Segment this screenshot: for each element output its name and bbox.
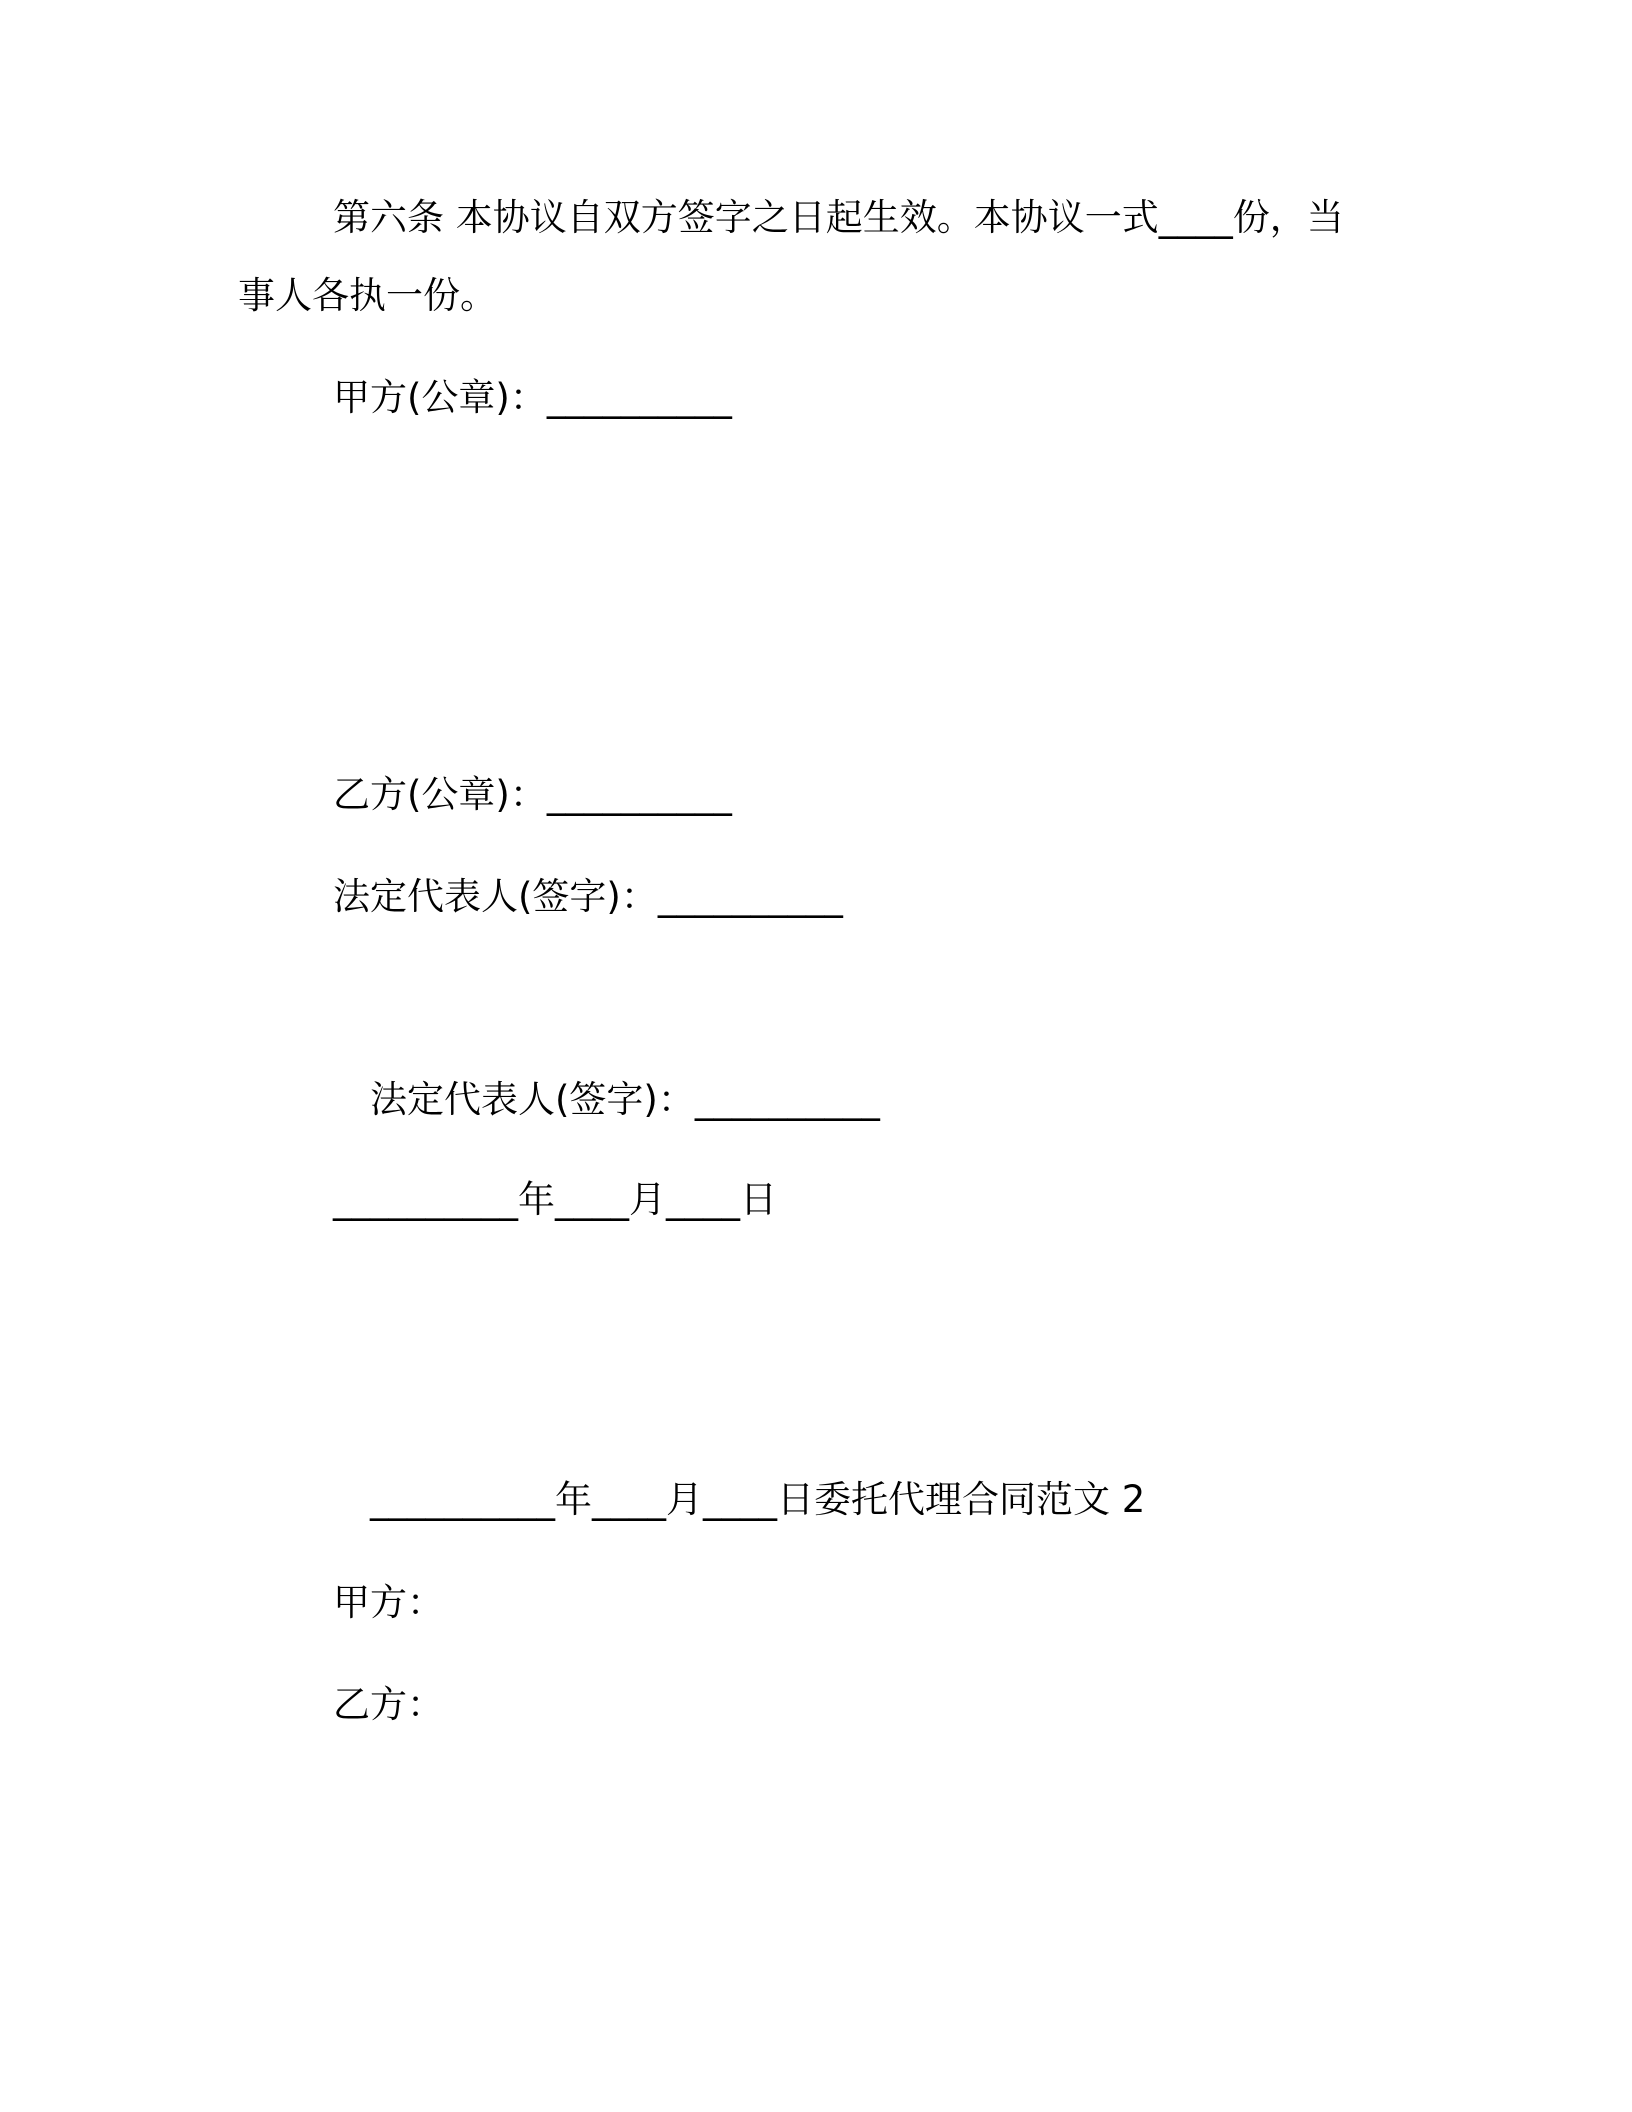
legal-rep-signature-line: 法定代表人(签字)：__________: [333, 875, 843, 918]
clause-six-line-2: 事人各执一份。: [238, 274, 497, 317]
signing-date-line: __________年____月____日: [333, 1178, 777, 1221]
party-b-seal-line: 乙方(公章)：__________: [333, 773, 732, 816]
party-b-label: 乙方：: [333, 1683, 444, 1726]
contract-title-2: __________年____月____日委托代理合同范文 2: [370, 1478, 1146, 1521]
legal-rep-signature-line-2: 法定代表人(签字)：__________: [370, 1078, 880, 1121]
clause-six-line-1: 第六条 本协议自双方签字之日起生效。本协议一式____份，当: [333, 196, 1344, 239]
party-a-label: 甲方：: [333, 1581, 444, 1624]
party-a-seal-line: 甲方(公章)：__________: [333, 376, 732, 419]
